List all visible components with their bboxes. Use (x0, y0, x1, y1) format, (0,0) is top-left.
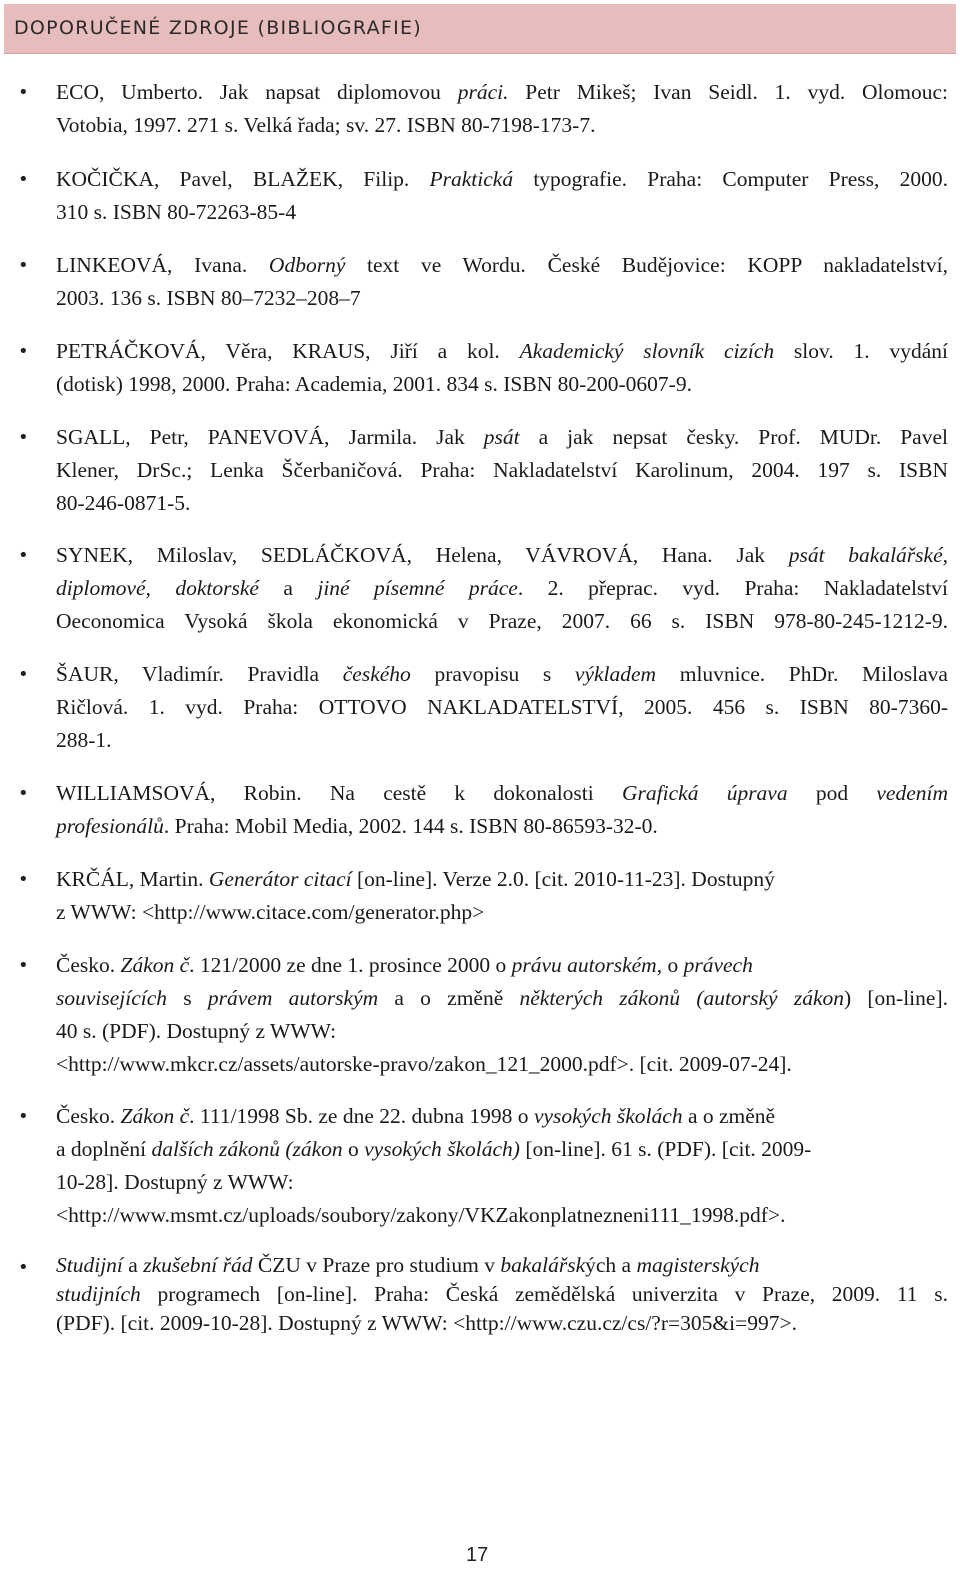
italic-text: právem autorským (207, 986, 379, 1010)
entry-text (56, 249, 948, 315)
italic-text: výkladem (574, 662, 657, 686)
italic-text: právech (683, 953, 753, 977)
text-run: mluvnice. PhDr. Miloslava (656, 662, 948, 686)
text-run: 80-246-0871-5. (56, 491, 191, 515)
entry-line (56, 163, 948, 196)
italic-text: vysokých školách (533, 1104, 683, 1128)
entry-line (56, 1280, 948, 1309)
text-run: SGALL, Petr, PANEVOVÁ, Jarmila. Jak (56, 425, 484, 449)
text-run: z WWW: <http://www.citace.com/generator.php> (56, 900, 485, 924)
bullet-icon: • (18, 783, 29, 804)
text-run: a (258, 576, 318, 600)
italic-text: magisterských (636, 1253, 760, 1277)
entry-line (56, 454, 948, 487)
italic-text: diplomové, doktorské (56, 576, 259, 600)
entry-line (56, 658, 948, 691)
entry-line (56, 1251, 948, 1280)
text-run: <http://www.msmt.cz/uploads/soubory/zakony/VKZakonplatnezneni111_1998.pdf>. (56, 1203, 786, 1227)
text-run: Oeconomica Vysoká škola ekonomická v Praze, 2007. 66 s. ISBN 978-80-245-1212-9. (56, 609, 948, 633)
text-run: pod (787, 781, 877, 805)
italic-text: bakalářsk (500, 1253, 586, 1277)
bullet-icon: • (18, 341, 29, 362)
entry-text (56, 421, 948, 520)
text-run: Česko. (56, 953, 121, 977)
text-run: SYNEK, Miloslav, SEDLÁČKOVÁ, Helena, VÁVROVÁ, Hana. Jak (56, 543, 789, 567)
text-run: Klener, DrSc.; Lenka Ščerbaničová. Praha: Nakladatelství Karolinum, 2004. 197 s. ISBN (56, 458, 948, 482)
bullet-icon: • (18, 427, 29, 448)
entry-line (56, 421, 948, 454)
entry-line (56, 896, 948, 929)
entry-line (56, 368, 948, 401)
entry-line (56, 724, 948, 757)
text-run: ) [on-line]. (844, 986, 948, 1010)
entry-line (56, 1309, 948, 1338)
entry-text (56, 163, 948, 229)
italic-text: souvisejících (56, 986, 168, 1010)
text-run: s (167, 986, 208, 1010)
entry-line (56, 1048, 948, 1081)
bullet-icon: • (18, 255, 29, 276)
entry-line (56, 572, 948, 605)
entry-line (56, 76, 948, 109)
text-run: Petr Mikeš; Ivan Seidl. 1. vyd. Olomouc: (508, 80, 948, 104)
entry-text (56, 335, 948, 401)
text-run: o (662, 953, 684, 977)
italic-text: jiné písemné práce (317, 576, 518, 600)
text-run: [on-line]. Verze 2.0. [cit. 2010-11-23]. Dostupný (351, 867, 775, 891)
italic-text: studijních (56, 1282, 141, 1306)
italic-text: Akademický slovník cizích (519, 339, 775, 363)
text-run: ých a (585, 1253, 637, 1277)
text-run: [on-line]. 61 s. (PDF). [cit. 2009- (519, 1137, 812, 1161)
text-run: (dotisk) 1998, 2000. Praha: Academia, 2001. 834 s. ISBN 80-200-0607-9. (56, 372, 692, 396)
bullet-icon: • (18, 1257, 29, 1278)
text-run: Votobia, 1997. 271 s. Velká řada; sv. 27. ISBN 80-7198-173-7. (56, 113, 596, 137)
text-run: a jak nepsat česky. Prof. MUDr. Pavel (519, 425, 948, 449)
italic-text: Praktická (429, 167, 514, 191)
entry-line (56, 949, 948, 982)
italic-text: práci. (457, 80, 509, 104)
text-run: . Praha: Mobil Media, 2002. 144 s. ISBN 80-86593-32-0. (163, 814, 658, 838)
text-run: a (122, 1253, 144, 1277)
entry-line (56, 1100, 948, 1133)
entry-text (56, 658, 948, 757)
text-run: 288-1. (56, 728, 112, 752)
bullet-icon: • (18, 82, 29, 103)
italic-text: vysokých školách) (364, 1137, 520, 1161)
text-run: (PDF). [cit. 2009-10-28]. Dostupný z WWW: <http://www.czu.cz/cs/?r=305&i=997>. (56, 1311, 797, 1335)
text-run: 310 s. ISBN 80-72263-85-4 (56, 200, 297, 224)
text-run: text ve Wordu. České Budějovice: KOPP nakladatelství, (345, 253, 948, 277)
entry-line (56, 539, 948, 572)
text-run: LINKEOVÁ, Ivana. (56, 253, 269, 277)
entry-line (56, 777, 948, 810)
bullet-icon: • (18, 545, 29, 566)
text-run: KOČIČKA, Pavel, BLAŽEK, Filip. (56, 167, 430, 191)
entry-line (56, 1166, 948, 1199)
entry-line (56, 109, 948, 142)
entry-line (56, 282, 948, 315)
entry-text (56, 539, 948, 638)
entry-line (56, 196, 948, 229)
entry-line (56, 982, 948, 1015)
text-run: WILLIAMSOVÁ, Robin. Na cestě k dokonalosti (56, 781, 623, 805)
italic-text: Zákon č (120, 953, 190, 977)
entry-line (56, 335, 948, 368)
italic-text: Odborný (268, 253, 346, 277)
entry-text (56, 1100, 948, 1232)
text-run: <http://www.mkcr.cz/assets/autorske-pravo/zakon_121_2000.pdf>. [cit. 2009-07-24]. (56, 1052, 792, 1076)
text-run: 40 s. (PDF). Dostupný z WWW: (56, 1019, 337, 1043)
bullet-icon: • (18, 869, 29, 890)
bullet-icon: • (18, 664, 29, 685)
text-run: . 121/2000 ze dne 1. prosince 2000 o (189, 953, 512, 977)
text-run: a o změně (378, 986, 520, 1010)
text-run: . 2. přeprac. vyd. Praha: Nakladatelství (517, 576, 949, 600)
bullet-icon: • (18, 955, 29, 976)
text-run: ČZU v Praze pro studium v (252, 1253, 501, 1277)
entry-text (56, 949, 948, 1081)
entry-line (56, 1133, 948, 1166)
entry-line (56, 249, 948, 282)
italic-text: Studijní (56, 1253, 123, 1277)
entry-line (56, 691, 948, 724)
text-run: ŠAUR, Vladimír. Pravidla (56, 662, 343, 686)
italic-text: zkušební řád (143, 1253, 253, 1277)
italic-text: vedením (876, 781, 949, 805)
text-run: o (342, 1137, 365, 1161)
text-run: pravopisu s (410, 662, 575, 686)
text-run: PETRÁČKOVÁ, Věra, KRAUS, Jiří a kol. (56, 339, 520, 363)
italic-text: profesionálů (56, 814, 164, 838)
entry-line (56, 1015, 948, 1048)
text-run: a o změně (682, 1104, 776, 1128)
italic-text: českého (342, 662, 411, 686)
italic-text: Generátor citací (208, 867, 352, 891)
bullet-icon: • (18, 169, 29, 190)
page-number: 17 (466, 1544, 489, 1566)
italic-text: právu autorském, (511, 953, 663, 977)
text-run: typografie. Praha: Computer Press, 2000. (513, 167, 948, 191)
text-run: Česko. (56, 1104, 121, 1128)
entry-line (56, 487, 948, 520)
italic-text: některých zákonů (autorský zákon (519, 986, 844, 1010)
text-run: . 111/1998 Sb. ze dne 22. dubna 1998 o (189, 1104, 534, 1128)
text-run: Ričlová. 1. vyd. Praha: OTTOVO NAKLADATELSTVÍ, 2005. 456 s. ISBN 80-7360- (56, 695, 948, 719)
text-run: KRČÁL, Martin. (56, 867, 209, 891)
entry-line (56, 1199, 948, 1232)
italic-text: Grafická úprava (622, 781, 788, 805)
entry-line (56, 810, 948, 843)
text-run: a doplnění (56, 1137, 152, 1161)
italic-text: psát (483, 425, 520, 449)
section-heading: DOPORUČENÉ ZDROJE (BIBLIOGRAFIE) (14, 17, 423, 39)
text-run: programech [on-line]. Praha: Česká zemědělská univerzita v Praze, 2009. 11 s. (140, 1282, 948, 1306)
entry-text (56, 777, 948, 843)
entry-text (56, 1251, 948, 1338)
entry-line (56, 863, 948, 896)
entry-text (56, 76, 948, 142)
bullet-icon: • (18, 1106, 29, 1127)
italic-text: dalších zákonů (zákon (151, 1137, 343, 1161)
entry-line (56, 605, 948, 638)
italic-text: Zákon č (120, 1104, 190, 1128)
entry-text (56, 863, 948, 929)
text-run: 2003. 136 s. ISBN 80–7232–208–7 (56, 286, 361, 310)
text-run: ECO, Umberto. Jak napsat diplomovou (56, 80, 458, 104)
text-run: slov. 1. vydání (774, 339, 948, 363)
italic-text: psát bakalářské, (788, 543, 948, 567)
text-run: 10-28]. Dostupný z WWW: (56, 1170, 294, 1194)
